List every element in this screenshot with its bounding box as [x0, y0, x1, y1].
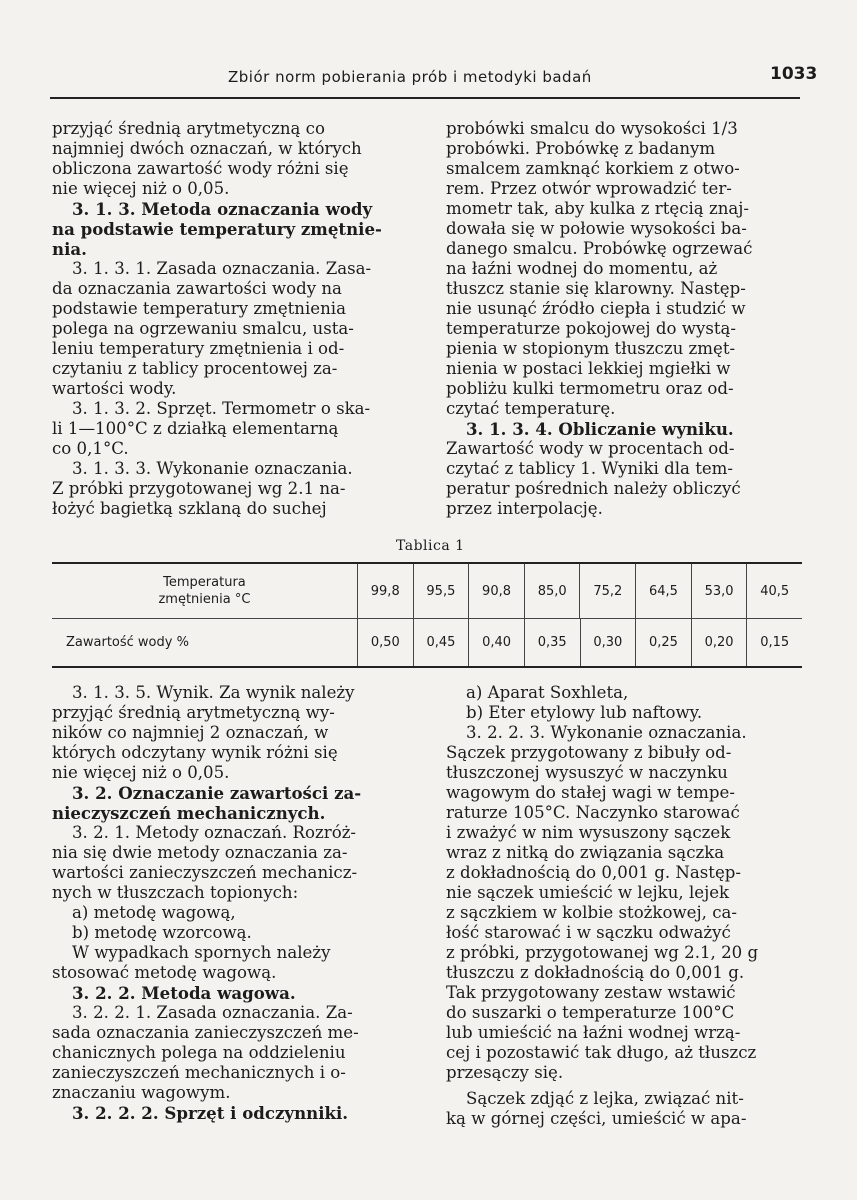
table-cell: 40,5 — [746, 564, 802, 618]
text-line: przyjąć średnią arytmetyczną co — [52, 119, 325, 138]
text-line: nych w tłuszczach topionych: — [52, 883, 299, 902]
text-line: danego smalcu. Probówkę ogrzewać — [446, 239, 753, 258]
section-heading: nia. — [52, 239, 87, 259]
text-line: dowała się w połowie wysokości ba- — [446, 219, 747, 238]
left-column-bottom — [52, 683, 402, 1123]
text-line: probówki. Probówkę z badanym — [446, 139, 716, 158]
text-line: i zważyć w nim wysuszony sączek — [446, 823, 731, 842]
table-cell: 53,0 — [691, 564, 747, 618]
table-cell: 0,35 — [524, 619, 580, 666]
text-line: wartości wody. — [52, 379, 177, 398]
text-line: co 0,1°C. — [52, 439, 129, 458]
text-line: polega na ogrzewaniu smalcu, usta- — [52, 319, 354, 338]
text-line: nie więcej niż o 0,05. — [52, 763, 230, 782]
right-column-bottom — [446, 683, 796, 1129]
text-line: W wypadkach spornych należy — [72, 943, 331, 962]
row-label-temperature — [52, 574, 357, 608]
text-line: podstawie temperatury zmętnienia — [52, 299, 347, 318]
text-line: 3. 1. 3. 2. Sprzęt. Termometr o ska- — [72, 399, 371, 418]
text-line: nie więcej niż o 0,05. — [52, 179, 230, 198]
data-table — [52, 562, 802, 668]
text-line: z dokładnością do 0,001 g. Następ- — [446, 863, 742, 882]
text-line: nie sączek umieścić w lejku, lejek — [446, 883, 730, 902]
list-item: b) Eter etylowy lub naftowy. — [466, 703, 703, 722]
text-line: tłuszcz stanie się klarowny. Następ- — [446, 279, 746, 298]
table-cell: 99,8 — [357, 564, 413, 618]
text-line: tłuszczonej wysuszyć w naczynku — [446, 763, 728, 782]
text-line: łożyć bagietką szklaną do suchej — [52, 499, 327, 518]
text-line: chanicznych polega na oddzieleniu — [52, 1043, 346, 1062]
text-line: temperaturze pokojowej do wystą- — [446, 319, 737, 338]
table-cell: 0,50 — [357, 619, 413, 666]
section-heading: 3. 1. 3. Metoda oznaczania wody — [72, 199, 373, 219]
text-line: nienia w postaci lekkiej mgiełki w — [446, 359, 731, 378]
text-line: 3. 2. 2. 1. Zasada oznaczania. Za- — [72, 1003, 353, 1022]
text-line: ką w górnej części, umieścić w apa- — [446, 1109, 747, 1128]
text-line: 3. 1. 3. 3. Wykonanie oznaczania. — [72, 459, 353, 478]
text-line: na łaźni wodnej do momentu, aż — [446, 259, 718, 278]
table-cell: 0,25 — [635, 619, 691, 666]
text-line: tłuszczu z dokładnością do 0,001 g. — [446, 963, 745, 982]
text-line: z sączkiem w kolbie stożkowej, ca- — [446, 903, 737, 922]
section-heading: 3. 1. 3. 4. Obliczanie wyniku. — [466, 419, 734, 439]
text-line: przesączy się. — [446, 1063, 564, 1082]
text-line: Z próbki przygotowanej wg 2.1 na- — [52, 479, 346, 498]
text-line: wagowym do stałej wagi w tempe- — [446, 783, 735, 802]
text-line: wartości zanieczyszczeń mechanicz- — [52, 863, 358, 882]
list-item: b) metodę wzorcową. — [72, 923, 252, 942]
section-heading: na podstawie temperatury zmętnie- — [52, 219, 382, 239]
text-line: li 1—100°C z działką elementarną — [52, 419, 339, 438]
table-row-water-content — [52, 619, 802, 668]
text-line: ników co najmniej 2 oznaczań, w — [52, 723, 329, 742]
table-cell: 95,5 — [413, 564, 469, 618]
table-cell: 90,8 — [468, 564, 524, 618]
text-line: probówki smalcu do wysokości 1/3 — [446, 119, 738, 138]
right-column-top — [446, 119, 796, 519]
list-item: a) Aparat Soxhleta, — [466, 683, 629, 702]
text-line: łość starować i w sączku odważyć — [446, 923, 731, 942]
table-cell: 0,45 — [413, 619, 469, 666]
text-line: 3. 2. 2. 3. Wykonanie oznaczania. — [466, 723, 747, 742]
text-line: przez interpolację. — [446, 499, 603, 518]
text-line: 3. 2. 1. Metody oznaczań. Rozróż- — [72, 823, 357, 842]
text-line: raturze 105°C. Naczynko starować — [446, 803, 740, 822]
text-line: z próbki, przygotowanej wg 2.1, 20 g — [446, 943, 759, 962]
text-line: zanieczyszczeń mechanicznych i o- — [52, 1063, 346, 1082]
text-line: Sączek przygotowany z bibuły od- — [446, 743, 732, 762]
section-heading: 3. 2. Oznaczanie zawartości za- — [72, 783, 362, 803]
table-cell: 75,2 — [579, 564, 635, 618]
text-line: 3. 1. 3. 1. Zasada oznaczania. Zasa- — [72, 259, 372, 278]
text-line: nia się dwie metody oznaczania za- — [52, 843, 348, 862]
page-number: 1033 — [770, 64, 818, 84]
row-label-water: Zawartość wody % — [66, 635, 189, 650]
text-line: 3. 1. 3. 5. Wynik. Za wynik należy — [72, 683, 355, 702]
text-line: smalcem zamknąć korkiem z otwo- — [446, 159, 740, 178]
text-line: cej i pozostawić tak długo, aż tłuszcz — [446, 1043, 757, 1062]
text-line: czytać temperaturę. — [446, 399, 616, 418]
section-heading: 3. 2. 2. 2. Sprzęt i odczynniki. — [72, 1103, 349, 1123]
text-line: mometr tak, aby kulka z rtęcią znaj- — [446, 199, 750, 218]
table-cell: 64,5 — [635, 564, 691, 618]
text-line: których odczytany wynik różni się — [52, 743, 338, 762]
left-column-top — [52, 119, 402, 519]
row-label-line: Temperatura — [163, 575, 246, 590]
text-line: Zawartość wody w procentach od- — [446, 439, 735, 458]
text-line: najmniej dwóch oznaczań, w których — [52, 139, 362, 158]
text-line: lub umieścić na łaźni wodnej wrzą- — [446, 1023, 741, 1042]
text-line: czytać z tablicy 1. Wyniki dla tem- — [446, 459, 734, 478]
text-line: sada oznaczania zanieczyszczeń me- — [52, 1023, 359, 1042]
running-head: Zbiór norm pobierania prób i metodyki badań — [228, 68, 592, 86]
table-cell: 0,15 — [746, 619, 802, 666]
table-row-temperature — [52, 564, 802, 619]
table-cell: 0,40 — [468, 619, 524, 666]
text-line: stosować metodę wagową. — [52, 963, 277, 982]
text-line: obliczona zawartość wody różni się — [52, 159, 349, 178]
text-line: rem. Przez otwór wprowadzić ter- — [446, 179, 732, 198]
row-label-line: zmętnienia °C — [158, 592, 251, 607]
table-cell: 85,0 — [524, 564, 580, 618]
text-line: da oznaczania zawartości wody na — [52, 279, 342, 298]
text-line: nie usunąć źródło ciepła i studzić w — [446, 299, 746, 318]
text-line: pienia w stopionym tłuszczu zmęt- — [446, 339, 736, 358]
text-line: leniu temperatury zmętnienia i od- — [52, 339, 345, 358]
table-caption: Tablica 1 — [396, 538, 465, 554]
header-rule — [50, 97, 800, 99]
text-line: do suszarki o temperaturze 100°C — [446, 1003, 735, 1022]
table-cell: 0,20 — [691, 619, 747, 666]
text-line: znaczaniu wagowym. — [52, 1083, 231, 1102]
list-item: a) metodę wagową, — [72, 903, 236, 922]
text-line: Tak przygotowany zestaw wstawić — [446, 983, 736, 1002]
text-line: przyjąć średnią arytmetyczną wy- — [52, 703, 335, 722]
section-heading: 3. 2. 2. Metoda wagowa. — [72, 983, 296, 1003]
text-line: Sączek zdjąć z lejka, związać nit- — [466, 1089, 744, 1108]
text-line: pobliżu kulki termometru oraz od- — [446, 379, 734, 398]
table-cell: 0,30 — [580, 619, 636, 666]
text-line: wraz z nitką do związania sączka — [446, 843, 725, 862]
text-line: peratur pośrednich należy obliczyć — [446, 479, 741, 498]
text-line: czytaniu z tablicy procentowej za- — [52, 359, 338, 378]
section-heading: nieczyszczeń mechanicznych. — [52, 803, 326, 823]
